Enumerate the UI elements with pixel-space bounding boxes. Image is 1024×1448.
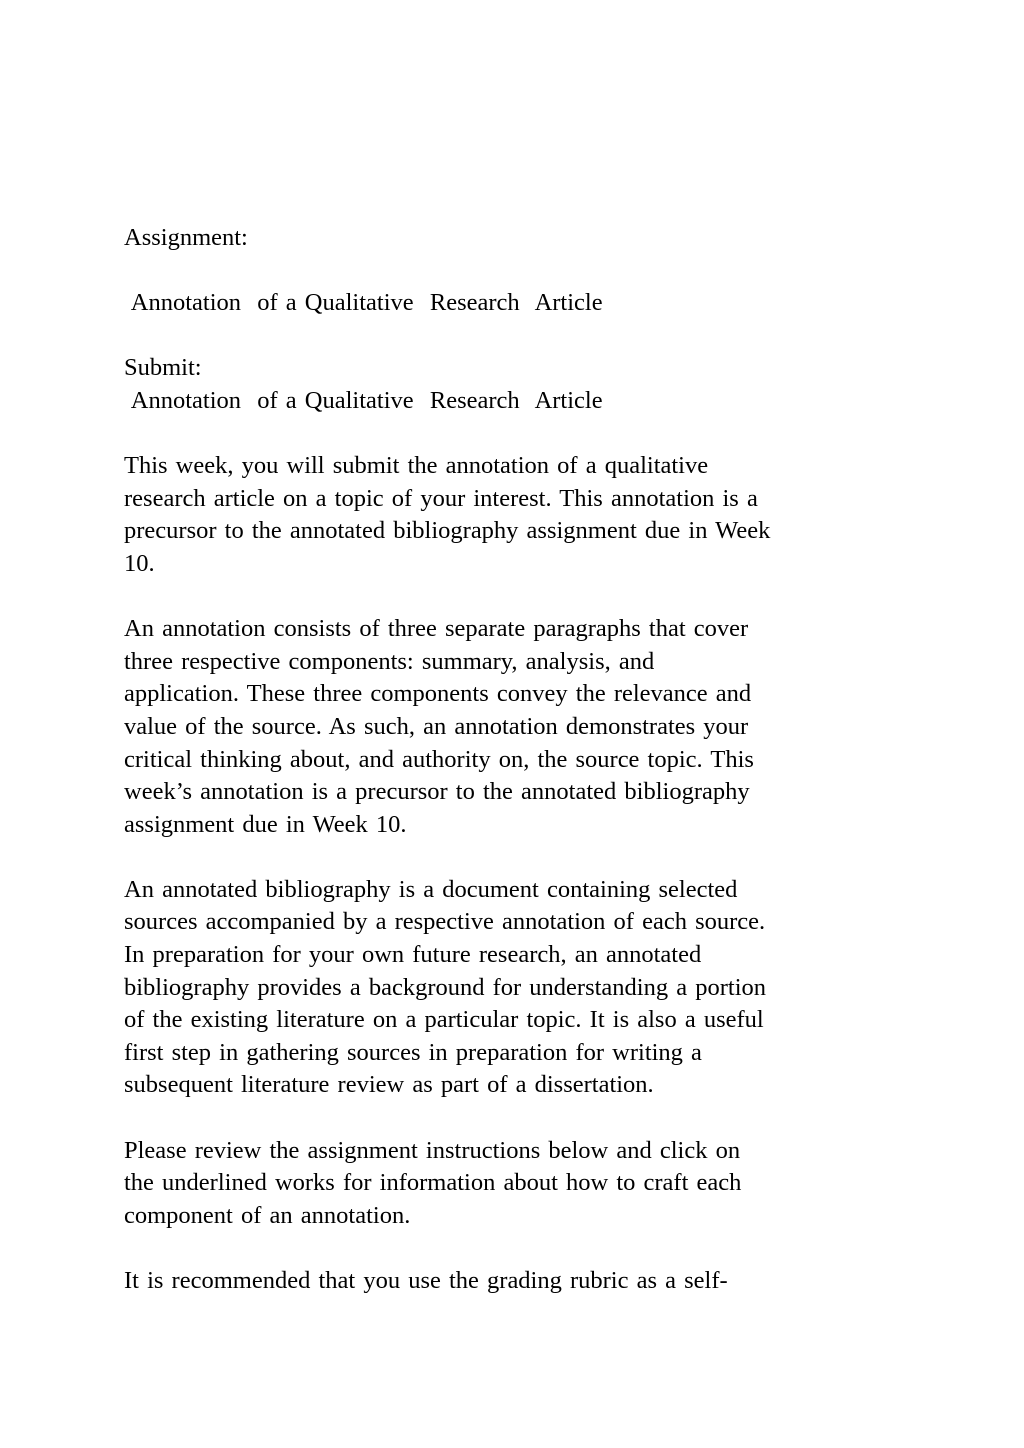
paragraph-line: sources accompanied by a respective annotation of each source. [124, 908, 766, 936]
paragraph-line: An annotation consists of three separate paragraphs that cover [124, 615, 749, 643]
spacer [124, 581, 904, 614]
paragraph-annotation-definition [124, 613, 904, 841]
assignment-heading: Assignment: [124, 224, 248, 251]
paragraph-line: assignment due in Week 10. [124, 810, 407, 838]
paragraph-line: critical thinking about, and authority on, the source topic. This [124, 745, 754, 773]
paragraph-line: 10. [124, 549, 155, 577]
paragraph-rubric [124, 1265, 904, 1298]
paragraph-line: Please review the assignment instructions below and click on [124, 1136, 741, 1164]
document-body [124, 222, 904, 1298]
paragraph-line: application. These three components convey the relevance and [124, 680, 752, 708]
spacer [124, 1232, 904, 1265]
paragraph-line: the underlined works for information about how to craft each [124, 1169, 742, 1197]
spacer [124, 320, 904, 353]
spacer [124, 841, 904, 874]
spacer [124, 255, 904, 288]
paragraph-bibliography-definition [124, 874, 904, 1102]
spacer [124, 418, 904, 451]
paragraph-line: first step in gathering sources in preparation for writing a [124, 1038, 702, 1066]
paragraph-line: subsequent literature review as part of a dissertation. [124, 1071, 654, 1099]
paragraph-line: week’s annotation is a precursor to the annotated bibliography [124, 778, 750, 806]
paragraph-intro [124, 450, 904, 580]
paragraph-line: It is recommended that you use the grading rubric as a self- [124, 1267, 728, 1294]
paragraph-line: three respective components: summary, analysis, and [124, 647, 655, 675]
paragraph-line: bibliography provides a background for understanding a portion [124, 973, 767, 1001]
paragraph-line: precursor to the annotated bibliography assignment due in Week [124, 517, 771, 545]
paragraph-line: An annotated bibliography is a document containing selected [124, 875, 738, 903]
paragraph-line: value of the source. As such, an annotation demonstrates your [124, 712, 749, 740]
paragraph-line: research article on a topic of your interest. This annotation is a [124, 484, 758, 512]
submit-heading: Submit: [124, 354, 202, 382]
paragraph-line: component of an annotation. [124, 1201, 411, 1229]
paragraph-line: of the existing literature on a particular topic. It is also a useful [124, 1006, 764, 1034]
spacer [124, 1102, 904, 1135]
paragraph-line: In preparation for your own future research, an annotated [124, 941, 702, 969]
assignment-title: Annotation of a Qualitative Research Article [124, 289, 603, 317]
paragraph-instructions [124, 1135, 904, 1233]
paragraph-line: This week, you will submit the annotation of a qualitative [124, 452, 709, 480]
submit-title: Annotation of a Qualitative Research Article [124, 386, 603, 414]
